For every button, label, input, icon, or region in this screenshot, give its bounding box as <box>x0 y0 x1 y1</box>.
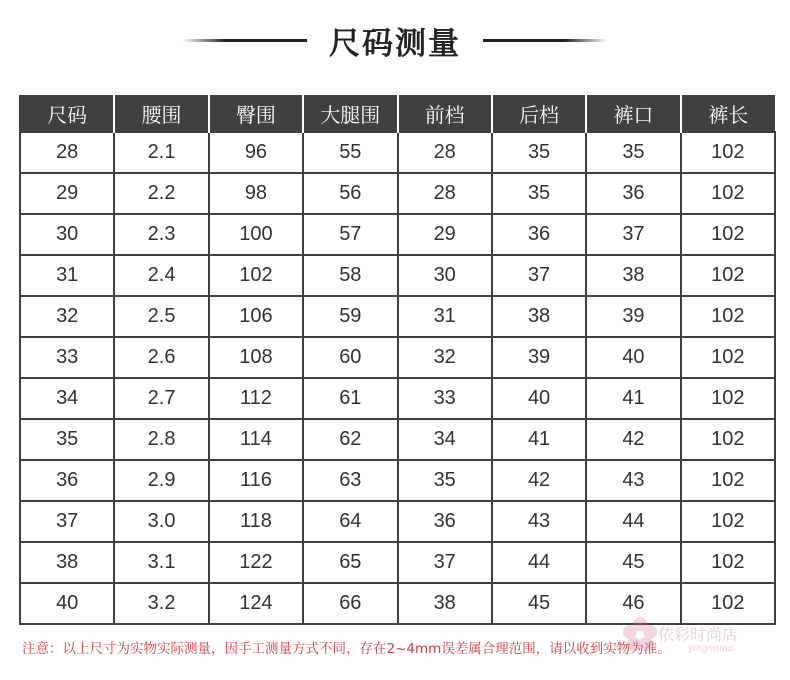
table-row <box>20 337 775 378</box>
table-cell: 124 <box>209 583 303 624</box>
table-cell: 32 <box>20 296 114 337</box>
column-header: 后档 <box>492 95 586 132</box>
table-cell: 2.8 <box>114 419 208 460</box>
table-row <box>20 132 775 173</box>
table-cell: 56 <box>303 173 397 214</box>
table-cell: 3.2 <box>114 583 208 624</box>
table-cell: 40 <box>20 583 114 624</box>
table-cell: 102 <box>209 255 303 296</box>
table-cell: 33 <box>398 378 492 419</box>
table-cell: 2.3 <box>114 214 208 255</box>
table-cell: 35 <box>492 132 586 173</box>
table-cell: 102 <box>681 132 775 173</box>
page-title: 尺码测量 <box>329 25 461 62</box>
table-cell: 43 <box>492 501 586 542</box>
table-cell: 57 <box>303 214 397 255</box>
table-cell: 2.4 <box>114 255 208 296</box>
watermark-text: 依彩时尚店 <box>658 625 739 644</box>
table-cell: 58 <box>303 255 397 296</box>
table-cell: 34 <box>398 419 492 460</box>
table-cell: 32 <box>398 337 492 378</box>
table-cell: 28 <box>20 132 114 173</box>
table-row <box>20 378 775 419</box>
size-chart-table <box>19 95 776 625</box>
table-row <box>20 460 775 501</box>
title-divider-left <box>182 39 307 42</box>
table-cell: 38 <box>398 583 492 624</box>
table-cell: 31 <box>398 296 492 337</box>
table-cell: 64 <box>303 501 397 542</box>
table-cell: 35 <box>398 460 492 501</box>
table-cell: 55 <box>303 132 397 173</box>
column-header: 裤口 <box>586 95 680 132</box>
column-header: 腰围 <box>114 95 208 132</box>
table-cell: 28 <box>398 132 492 173</box>
table-cell: 36 <box>20 460 114 501</box>
table-cell: 102 <box>681 296 775 337</box>
table-cell: 102 <box>681 460 775 501</box>
table-cell: 45 <box>492 583 586 624</box>
table-cell: 112 <box>209 378 303 419</box>
table-cell: 45 <box>586 542 680 583</box>
table-cell: 34 <box>20 378 114 419</box>
table-body <box>20 132 775 624</box>
watermark-subtext: yingmuna <box>688 644 734 654</box>
table-cell: 116 <box>209 460 303 501</box>
table-cell: 102 <box>681 583 775 624</box>
table-row <box>20 255 775 296</box>
table-cell: 3.0 <box>114 501 208 542</box>
table-cell: 102 <box>681 214 775 255</box>
table-cell: 2.9 <box>114 460 208 501</box>
table-cell: 2.6 <box>114 337 208 378</box>
table-cell: 28 <box>398 173 492 214</box>
table-cell: 42 <box>586 419 680 460</box>
column-header: 尺码 <box>20 95 114 132</box>
table-header-row <box>20 95 775 132</box>
table-cell: 102 <box>681 501 775 542</box>
table-cell: 106 <box>209 296 303 337</box>
table-cell: 40 <box>586 337 680 378</box>
table-cell: 38 <box>586 255 680 296</box>
table-cell: 41 <box>586 378 680 419</box>
column-header: 大腿围 <box>303 95 397 132</box>
table-cell: 38 <box>492 296 586 337</box>
table-cell: 102 <box>681 378 775 419</box>
table-cell: 118 <box>209 501 303 542</box>
column-header: 前档 <box>398 95 492 132</box>
table-cell: 36 <box>492 214 586 255</box>
table-cell: 108 <box>209 337 303 378</box>
table-cell: 39 <box>492 337 586 378</box>
table-cell: 102 <box>681 173 775 214</box>
table-cell: 62 <box>303 419 397 460</box>
table-cell: 66 <box>303 583 397 624</box>
table-cell: 2.5 <box>114 296 208 337</box>
table-cell: 37 <box>20 501 114 542</box>
table-cell: 96 <box>209 132 303 173</box>
table-cell: 2.7 <box>114 378 208 419</box>
table-row <box>20 501 775 542</box>
table-row <box>20 419 775 460</box>
table-cell: 46 <box>586 583 680 624</box>
table-cell: 2.2 <box>114 173 208 214</box>
table-cell: 43 <box>586 460 680 501</box>
table-cell: 38 <box>20 542 114 583</box>
column-header: 臀围 <box>209 95 303 132</box>
table-cell: 29 <box>20 173 114 214</box>
title-divider-right <box>483 39 608 42</box>
table-cell: 33 <box>20 337 114 378</box>
table-cell: 35 <box>492 173 586 214</box>
table-cell: 102 <box>681 542 775 583</box>
table-cell: 30 <box>398 255 492 296</box>
table-cell: 60 <box>303 337 397 378</box>
table-cell: 59 <box>303 296 397 337</box>
table-cell: 100 <box>209 214 303 255</box>
table-cell: 37 <box>398 542 492 583</box>
table-cell: 39 <box>586 296 680 337</box>
column-header: 裤长 <box>681 95 775 132</box>
table-cell: 29 <box>398 214 492 255</box>
table-cell: 35 <box>586 132 680 173</box>
table-cell: 37 <box>492 255 586 296</box>
table-row <box>20 214 775 255</box>
table-cell: 2.1 <box>114 132 208 173</box>
table-cell: 114 <box>209 419 303 460</box>
title-row <box>0 18 790 62</box>
table-cell: 36 <box>586 173 680 214</box>
table-cell: 63 <box>303 460 397 501</box>
table-cell: 98 <box>209 173 303 214</box>
table-row <box>20 173 775 214</box>
table-cell: 35 <box>20 419 114 460</box>
table-cell: 37 <box>586 214 680 255</box>
measurement-note: 注意：以上尺寸为实物实际测量，因手工测量方式不同，存在2~4mm误差属合理范围，请以收到实物为准。 <box>22 641 671 657</box>
table-row <box>20 583 775 624</box>
table-cell: 65 <box>303 542 397 583</box>
table-cell: 122 <box>209 542 303 583</box>
table-cell: 42 <box>492 460 586 501</box>
table-cell: 102 <box>681 419 775 460</box>
table-row <box>20 542 775 583</box>
table-cell: 41 <box>492 419 586 460</box>
table-cell: 61 <box>303 378 397 419</box>
table-cell: 44 <box>492 542 586 583</box>
table-cell: 3.1 <box>114 542 208 583</box>
table-cell: 31 <box>20 255 114 296</box>
table-cell: 40 <box>492 378 586 419</box>
table-row <box>20 296 775 337</box>
table-cell: 30 <box>20 214 114 255</box>
table-cell: 44 <box>586 501 680 542</box>
table-cell: 36 <box>398 501 492 542</box>
table-cell: 102 <box>681 255 775 296</box>
table-cell: 102 <box>681 337 775 378</box>
